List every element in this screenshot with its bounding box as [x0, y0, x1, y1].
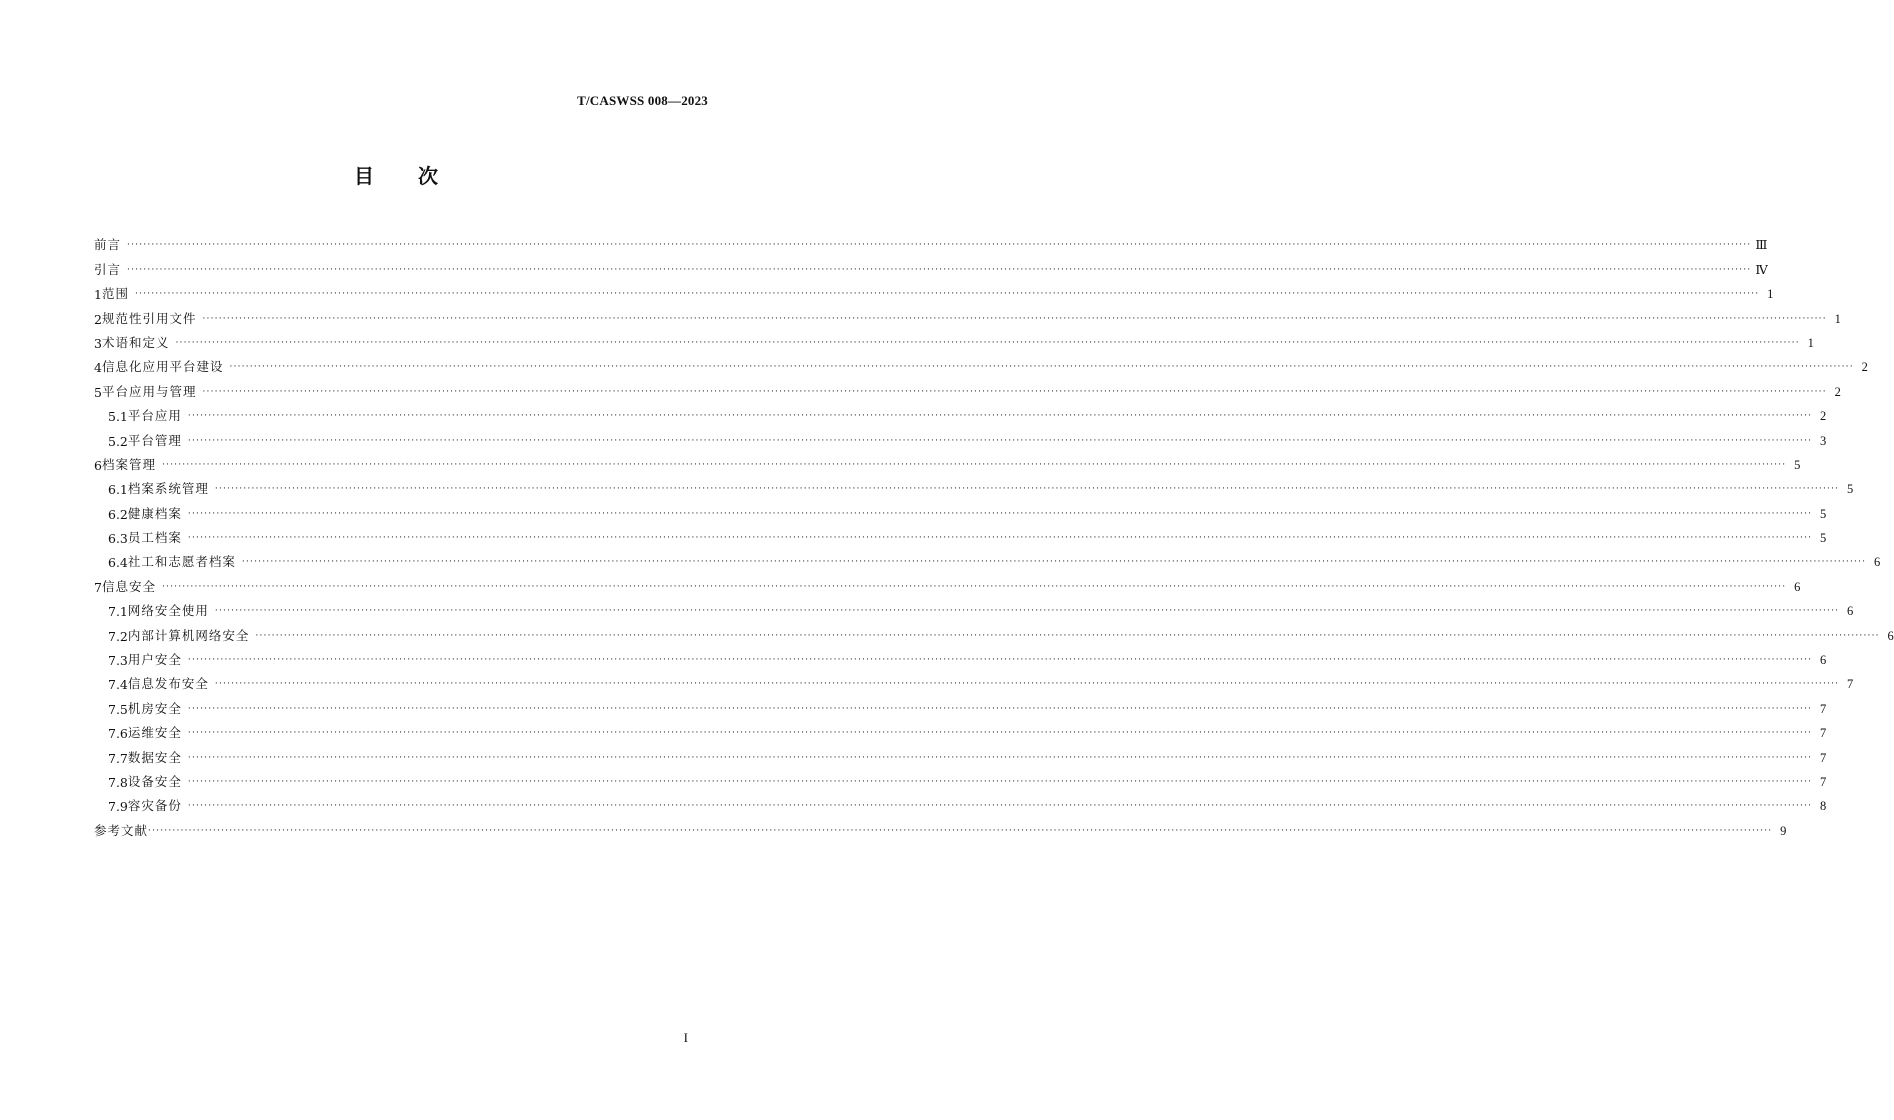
toc-entry-number: 7.1	[108, 604, 128, 620]
toc-entry-number: 7.4	[108, 677, 128, 693]
toc-entry-number: 7.5	[108, 701, 128, 717]
toc-leader-dots: ················································································································································································································································································································································································································	[187, 533, 1813, 544]
toc-entry[interactable]	[94, 619, 1894, 644]
toc-leader-dots: ················································································································································································································································································································································································································	[127, 240, 1752, 251]
toc-entry-title: 数据安全	[127, 749, 182, 765]
toc-entry-title: 规范性引用文件	[101, 310, 197, 326]
toc-entry-number: 7.9	[108, 799, 128, 815]
toc-entry-page: 2	[1834, 384, 1841, 399]
toc-entry-page: 6	[1820, 653, 1827, 668]
toc-entry-title: 机房安全	[127, 700, 182, 716]
toc-entry-number: 4	[94, 360, 102, 376]
toc-leader-dots: ················································································································································································································································································································································································································	[187, 801, 1813, 812]
toc-entry[interactable]	[94, 229, 1768, 253]
toc-entry-number: 1	[94, 287, 102, 303]
toc-entry-title: 信息安全	[101, 578, 156, 594]
toc-entry-page: 7	[1847, 677, 1854, 692]
toc-leader-dots: ················································································································································································································································································································································································································	[187, 655, 1813, 666]
toc-leader-dots: ················································································································································································································································································································································································································	[161, 581, 1787, 592]
toc-entry-title: 术语和定义	[101, 334, 170, 350]
toc-entry-title: 平台管理	[127, 432, 182, 448]
toc-entry-page: 1	[1834, 311, 1841, 326]
toc-entry-page: 7	[1820, 750, 1827, 765]
toc-leader-dots: ················································································································································································································································································································································································································	[134, 289, 1760, 300]
toc-entry-title: 员工档案	[127, 530, 182, 546]
table-of-contents	[94, 229, 1894, 839]
toc-leader-dots: ················································································································································································································································································································································································································	[187, 435, 1813, 446]
toc-entry[interactable]	[94, 424, 1827, 449]
toc-entry[interactable]	[94, 668, 1854, 693]
toc-entry-title: 健康档案	[127, 505, 182, 521]
toc-entry[interactable]	[94, 522, 1827, 547]
toc-entry-page: 5	[1820, 531, 1827, 546]
toc-leader-dots: ················································································································································································································································································································································································································	[214, 484, 1840, 495]
toc-leader-dots: ················································································································································································································································································································································································································	[187, 752, 1813, 763]
toc-entry-title: 设备安全	[127, 773, 182, 789]
toc-leader-dots: ················································································································································································································································································································································································································	[175, 337, 1800, 348]
toc-entry-page: 6	[1794, 579, 1801, 594]
toc-entry-number: 7.7	[108, 750, 128, 766]
toc-entry[interactable]	[94, 302, 1841, 327]
toc-leader-dots: ················································································································································································································································································································································································································	[241, 557, 1867, 568]
toc-entry-page: Ⅳ	[1755, 262, 1768, 277]
toc-entry-number: 6	[94, 457, 102, 473]
toc-entry-page: 2	[1861, 360, 1868, 375]
toc-entry[interactable]	[94, 692, 1827, 717]
toc-leader-dots: ················································································································································································································································································································································································································	[214, 606, 1840, 617]
toc-leader-dots: ················································································································································································································································································································································································································	[161, 459, 1787, 470]
toc-leader-dots: ················································································································································································································································································································································································································	[187, 728, 1813, 739]
toc-leader-dots: ················································································································································································································································································································································································································	[187, 508, 1813, 519]
toc-leader-dots: ················································································································································································································································································································································································································	[202, 386, 1827, 397]
toc-entry-title: 档案管理	[101, 456, 156, 472]
standard-code: T/CASWSS 008—2023	[577, 93, 708, 108]
toc-entry-page: 7	[1820, 726, 1827, 741]
toc-entry-number: 2	[94, 311, 102, 327]
toc-entry[interactable]	[94, 766, 1827, 790]
toc-entry-title: 容灾备份	[127, 798, 182, 814]
toc-entry-title: 社工和志愿者档案	[127, 554, 236, 570]
toc-entry-number: 6.2	[108, 506, 128, 522]
toc-leader-dots: ················································································································································································································································································································································································································	[202, 313, 1827, 324]
toc-entry[interactable]	[94, 400, 1827, 425]
toc-entry[interactable]	[94, 473, 1854, 498]
toc-entry-page: 6	[1847, 604, 1854, 619]
toc-entry-page: 6	[1874, 555, 1881, 570]
toc-entry-title: 前言	[94, 237, 122, 253]
toc-entry-number: 5.1	[108, 409, 128, 425]
toc-entry-page: 7	[1820, 701, 1827, 716]
toc-entry-number: 7.8	[108, 774, 128, 790]
toc-entry-number: 7.6	[108, 726, 128, 742]
toc-entry-title: 平台应用与管理	[101, 383, 197, 399]
toc-leader-dots: ················································································································································································································································································································································································································	[187, 703, 1813, 714]
toc-entry[interactable]	[94, 351, 1868, 376]
toc-entry[interactable]	[94, 741, 1827, 766]
toc-leader-dots: ················································································································································································································································································································································································································	[229, 362, 1854, 373]
toc-entry[interactable]	[94, 644, 1827, 669]
toc-entry-number: 5.2	[108, 433, 128, 449]
toc-entry[interactable]	[94, 375, 1841, 400]
toc-leader-dots: ················································································································································································································································································································································································································	[148, 825, 1773, 836]
toc-entry-title: 信息发布安全	[127, 676, 209, 692]
toc-entry-title: 参考文献	[94, 822, 149, 838]
toc-entry-page: 6	[1887, 628, 1894, 643]
toc-entry-number: 3	[94, 335, 102, 351]
toc-leader-dots: ················································································································································································································································································································································································································	[255, 630, 1880, 641]
toc-entry-title: 档案系统管理	[127, 481, 209, 497]
toc-entry-page: 1	[1767, 287, 1774, 302]
page-number: I	[683, 1030, 688, 1045]
toc-entry[interactable]	[94, 449, 1801, 473]
toc-entry-page: 8	[1820, 799, 1827, 814]
toc-entry-title: 网络安全使用	[127, 603, 209, 619]
toc-entry-page: 5	[1794, 457, 1801, 472]
toc-entry-number: 6.1	[108, 482, 128, 498]
toc-entry[interactable]	[94, 595, 1854, 620]
toc-leader-dots: ················································································································································································································································································································································································································	[214, 679, 1840, 690]
toc-entry-number: 7.3	[108, 653, 128, 669]
toc-entry-title: 范围	[101, 286, 129, 302]
toc-entry[interactable]	[94, 253, 1768, 277]
toc-entry-number: 5	[94, 384, 102, 400]
toc-entry-page: 3	[1820, 433, 1827, 448]
toc-entry-page: 9	[1780, 823, 1787, 838]
toc-entry-title: 平台应用	[127, 408, 182, 424]
toc-entry[interactable]	[94, 814, 1787, 838]
toc-entry-page: 5	[1847, 482, 1854, 497]
toc-entry[interactable]	[94, 790, 1827, 815]
toc-entry[interactable]	[94, 717, 1827, 742]
toc-entry-page: 2	[1820, 409, 1827, 424]
toc-entry-page: 7	[1820, 774, 1827, 789]
toc-entry-page: 1	[1807, 335, 1814, 350]
toc-entry[interactable]	[94, 497, 1827, 522]
toc-entry[interactable]	[94, 327, 1814, 351]
toc-entry-number: 7	[94, 579, 102, 595]
toc-entry[interactable]	[94, 570, 1801, 595]
page-title: 目次	[354, 164, 482, 188]
toc-leader-dots: ················································································································································································································································································································································································································	[187, 776, 1813, 787]
toc-entry-number: 6.4	[108, 555, 128, 571]
toc-entry-title: 用户安全	[127, 652, 182, 668]
toc-leader-dots: ················································································································································································································································································································································································································	[127, 264, 1752, 275]
toc-leader-dots: ················································································································································································································································································································································································································	[187, 411, 1813, 422]
toc-entry-page: 5	[1820, 506, 1827, 521]
toc-entry-title: 内部计算机网络安全	[127, 627, 250, 643]
toc-entry-title: 运维安全	[127, 725, 182, 741]
toc-entry-number: 7.2	[108, 628, 128, 644]
toc-entry[interactable]	[94, 278, 1774, 303]
toc-entry-page: Ⅲ	[1755, 238, 1768, 253]
toc-entry-title: 信息化应用平台建设	[101, 359, 224, 375]
toc-entry-number: 6.3	[108, 531, 128, 547]
toc-entry[interactable]	[94, 546, 1881, 571]
toc-entry-title: 引言	[94, 261, 122, 277]
